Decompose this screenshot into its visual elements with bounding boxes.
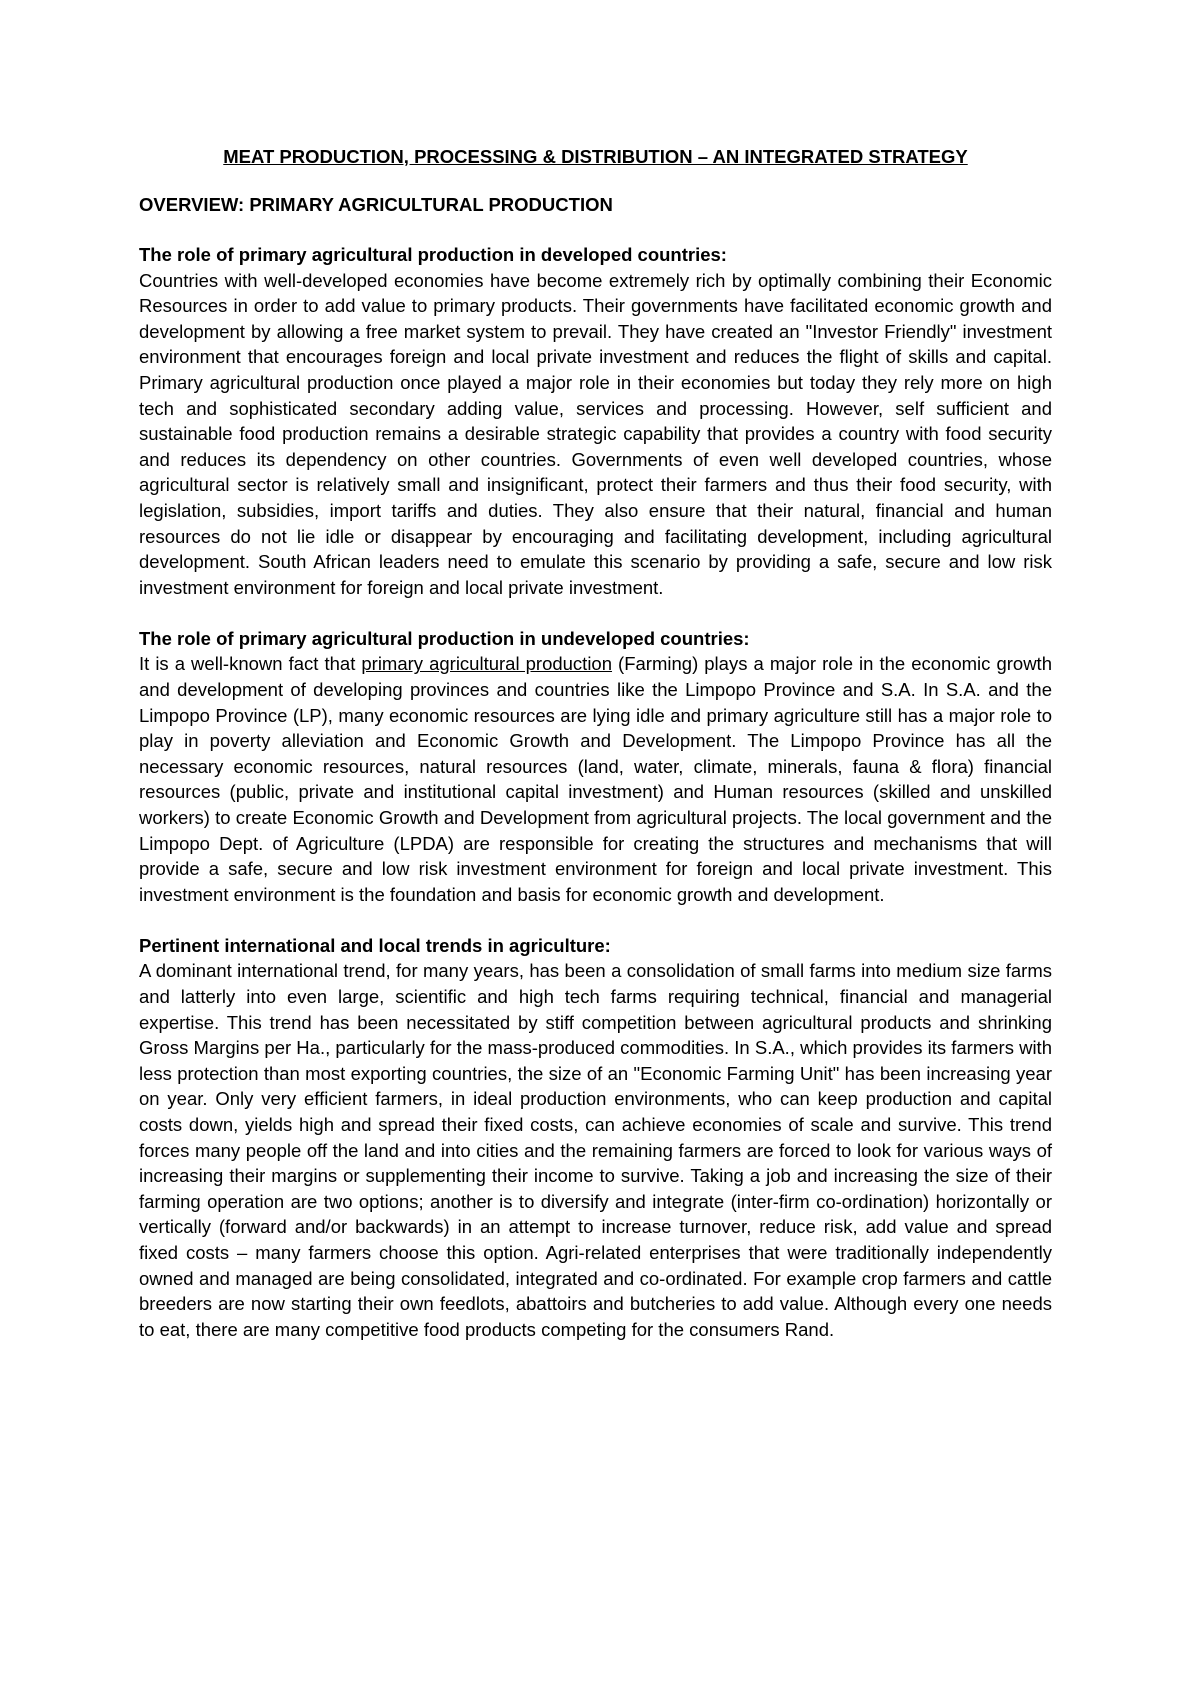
section-developed-countries (139, 242, 1052, 600)
body-text-after: (Farming) plays a major role in the economic growth and development of developing provinces and countries like the Limpopo Province and S.A. In S.A. and the Limpopo Province (LP), many economic resources are lying idle and primary agriculture still has a major role to play in poverty alleviation and Economic Growth and Development. The Limpopo Province has all the necessary economic resources, natural resources (land, water, climate, minerals, fauna & flora) financial resources (public, private and institutional capital investment) and Human resources (skilled and unskilled workers) to create Economic Growth and Development from agricultural projects. The local government and the Limpopo Dept. of Agriculture (LPDA) are responsible for creating the structures and mechanisms that will provide a safe, secure and low risk investment environment for foreign and local private investment. This investment environment is the foundation and basis for economic growth and development. (139, 653, 1052, 905)
section-body: Countries with well-developed economies have become extremely rich by optimally combining their Economic Resources in order to add value to primary products. Their governments have facilitated economic growth and development by allowing a free market system to prevail. They have created an "Investor Friendly" investment environment that encourages foreign and local private investment and reduces the flight of skills and capital. Primary agricultural production once played a major role in their economies but today they rely more on high tech and sophisticated secondary adding value, services and processing. However, self sufficient and sustainable food production remains a desirable strategic capability that provides a country with food security and reduces its dependency on other countries. Governments of even well developed countries, whose agricultural sector is relatively small and insignificant, protect their farmers and thus their food security, with legislation, subsidies, import tariffs and duties. They also ensure that their natural, financial and human resources do not lie idle or disappear by encouraging and facilitating development, including agricultural development. South African leaders need to emulate this scenario by providing a safe, secure and low risk investment environment for foreign and local private investment. (139, 269, 1052, 598)
section-trends (139, 933, 1052, 1343)
document-page (139, 144, 1052, 1368)
body-text-before: It is a well-known fact that (139, 653, 362, 675)
section-heading: Pertinent international and local trends in agriculture: (139, 934, 611, 956)
section-heading: The role of primary agricultural production in undeveloped countries: (139, 627, 750, 649)
underlined-term: primary agricultural production (361, 653, 613, 675)
overview-heading: OVERVIEW: PRIMARY AGRICULTURAL PRODUCTION (139, 194, 613, 215)
section-undeveloped-countries (139, 626, 1052, 908)
section-body: A dominant international trend, for many years, has been a consolidation of small farms into medium size farms and latterly into even large, scientific and high tech farms requiring technical, financial and managerial expertise. This trend has been necessitated by stiff competition between agricultural products and shrinking Gross Margins per Ha., particularly for the mass-produced commodities. In S.A., which provides its farmers with less protection than most exporting countries, the size of an "Economic Farming Unit" has been increasing year on year. Only very efficient farmers, in ideal production environments, who can keep production and capital costs down, yields high and spread their fixed costs, can achieve economies of scale and survive. This trend forces many people off the land and into cities and the remaining farmers are forced to look for various ways of increasing their margins or supplementing their income to survive. Taking a job and increasing the size of their farming operation are two options; another is to diversify and integrate (inter-firm co-ordination) horizontally or vertically (forward and/or backwards) in an attempt to increase turnover, reduce risk, add value and spread fixed costs – many farmers choose this option. Agri-related enterprises that were traditionally independently owned and managed are being consolidated, integrated and co-ordinated. For example crop farmers and cattle breeders are now starting their own feedlots, abattoirs and butcheries to add value. Although every one needs to eat, there are many competitive food products competing for the consumers Rand. (139, 960, 1052, 1340)
section-body (139, 651, 1052, 907)
section-heading: The role of primary agricultural production in developed countries: (139, 244, 727, 265)
document-title: MEAT PRODUCTION, PROCESSING & DISTRIBUTION – AN INTEGRATED STRATEGY (223, 146, 968, 167)
